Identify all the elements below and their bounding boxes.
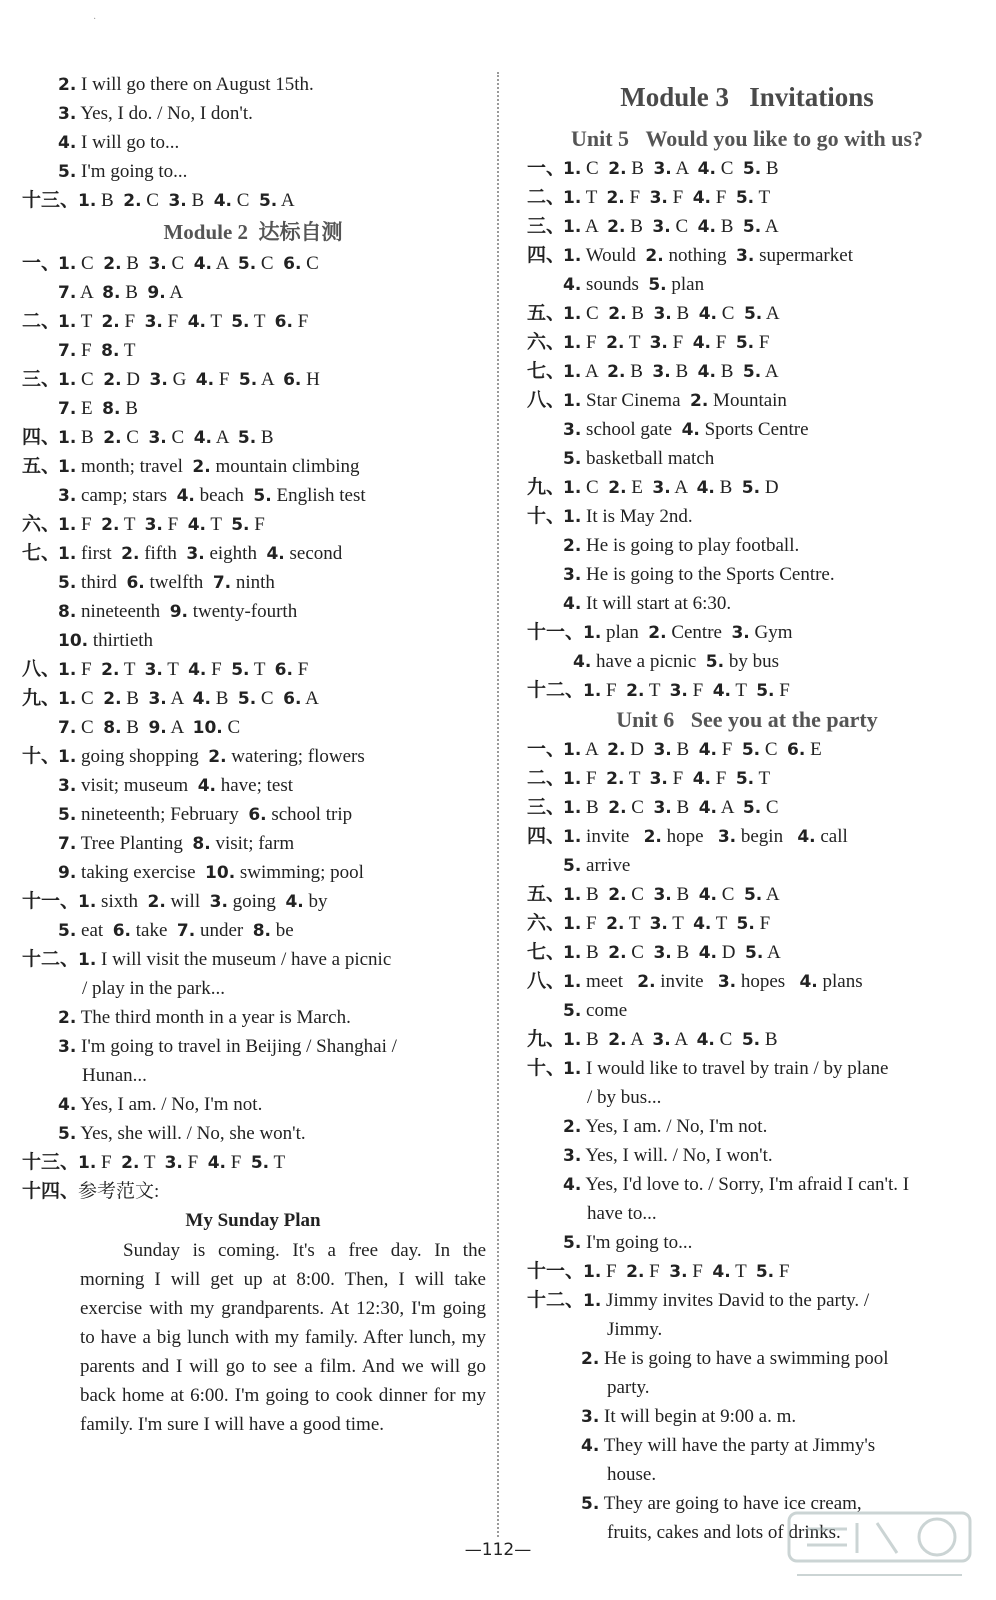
section-number: 五、 xyxy=(22,455,61,477)
answer-text: 4. Yes, I'd love to. / Sorry, I'm afraid I can't. I xyxy=(563,1174,910,1195)
answer-text: house. xyxy=(607,1464,657,1485)
section-number: 九、 xyxy=(527,476,566,498)
answer-text: 1. B 2. C 3. B 4. C 5. A xyxy=(78,190,295,211)
answer-line xyxy=(527,1373,967,1402)
answer-text: 1. meet 2. invite 3. hopes 4. plans xyxy=(563,971,863,992)
section-number: 三、 xyxy=(527,796,566,818)
answer-text: 3. visit; museum 4. have; test xyxy=(58,775,294,796)
answer-text: 1. sixth 2. will 3. going 4. by xyxy=(78,891,328,912)
answer-text: 1. A 2. B 3. C 4. B 5. A xyxy=(563,216,779,237)
answer-line xyxy=(527,212,967,241)
section-number: 九、 xyxy=(22,687,61,709)
section-number: 八、 xyxy=(527,970,566,992)
answer-line xyxy=(22,336,484,365)
answer-line xyxy=(22,1003,484,1032)
section-number: 十、 xyxy=(527,1057,566,1079)
answer-text: 1. invite 2. hope 3. begin 4. call xyxy=(563,826,848,847)
section-number: 七、 xyxy=(527,941,566,963)
answer-line xyxy=(22,916,484,945)
answer-line xyxy=(527,1199,967,1228)
answer-text: 1. Would 2. nothing 3. supermarket xyxy=(563,245,853,266)
answer-line xyxy=(527,938,967,967)
answer-text: 1. F 2. T 3. F 4. T 5. F xyxy=(58,514,265,535)
section-number: 六、 xyxy=(527,331,566,353)
section-number: 九、 xyxy=(527,1028,566,1050)
answer-text: 4. I will go to... xyxy=(58,132,180,153)
answer-line xyxy=(22,713,484,742)
answer-text: 1. I would like to travel by train / by plane xyxy=(563,1058,889,1079)
answer-text: 5. nineteenth; February 6. school trip xyxy=(58,804,353,825)
answer-text: 1. C 2. B 3. A 4. B 5. C 6. A xyxy=(58,688,319,709)
answer-line xyxy=(22,249,484,278)
answer-line xyxy=(527,735,967,764)
answer-line xyxy=(527,560,967,589)
answer-line xyxy=(527,154,967,183)
section-number: 三、 xyxy=(22,368,61,390)
answer-line xyxy=(22,626,484,655)
watermark-logo-icon xyxy=(787,1509,972,1584)
answer-text: 2. Yes, I am. / No, I'm not. xyxy=(563,1116,768,1137)
answer-line xyxy=(22,128,484,157)
section-number: 七、 xyxy=(22,542,61,564)
answer-text: 1. C 2. E 3. A 4. B 5. D xyxy=(563,477,779,498)
section-number: 七、 xyxy=(527,360,566,382)
answer-line xyxy=(527,764,967,793)
answer-text: 2. I will go there on August 15th. xyxy=(58,74,314,95)
answer-line xyxy=(527,1025,967,1054)
answer-text: 1. B 2. C 3. B 4. D 5. A xyxy=(563,942,781,963)
answer-line xyxy=(22,1061,484,1090)
section-number: 十、 xyxy=(527,505,566,527)
answer-line xyxy=(22,945,484,974)
section-number: 二、 xyxy=(22,310,61,332)
answer-text: 参考范文: xyxy=(78,1181,160,1202)
section-number: 八、 xyxy=(527,389,566,411)
answer-text: 8. nineteenth 9. twenty-fourth xyxy=(58,601,298,622)
answer-text: 5. arrive xyxy=(563,855,631,876)
answer-line xyxy=(527,328,967,357)
answer-text: 5. come xyxy=(563,1000,628,1021)
answer-line xyxy=(527,1315,967,1344)
answer-text: Jimmy. xyxy=(607,1319,663,1340)
answer-text: 3. It will begin at 9:00 a. m. xyxy=(581,1406,797,1427)
answer-text: / play in the park... xyxy=(82,978,225,999)
answer-line xyxy=(22,974,484,1003)
answer-text: / by bus... xyxy=(587,1087,662,1108)
section-number: 四、 xyxy=(527,244,566,266)
answer-text: 3. camp; stars 4. beach 5. English test xyxy=(58,485,366,506)
answer-line xyxy=(22,887,484,916)
section-number: 六、 xyxy=(527,912,566,934)
answer-line xyxy=(527,1257,967,1286)
answer-line xyxy=(527,647,967,676)
answer-line xyxy=(22,278,484,307)
answer-line xyxy=(527,386,967,415)
answer-text: 1. B 2. C 3. B 4. A 5. C xyxy=(563,797,779,818)
answer-line xyxy=(22,771,484,800)
answer-line xyxy=(527,1141,967,1170)
answer-line xyxy=(527,1170,967,1199)
answer-text: 5. Yes, she will. / No, she won't. xyxy=(58,1123,306,1144)
essay-title: My Sunday Plan xyxy=(185,1210,321,1231)
answer-line xyxy=(527,967,967,996)
answer-text: 1. B 2. C 3. C 4. A 5. B xyxy=(58,427,274,448)
answer-line xyxy=(527,1344,967,1373)
answer-text: 3. school gate 4. Sports Centre xyxy=(563,419,809,440)
answer-line xyxy=(22,365,484,394)
right-column xyxy=(527,70,967,1547)
answer-text: 1. B 2. C 3. B 4. C 5. A xyxy=(563,884,780,905)
answer-line xyxy=(22,1177,484,1206)
section-number: 十二、 xyxy=(527,1289,585,1311)
answer-text: 1. F 2. T 3. F 4. T 5. F xyxy=(583,680,790,701)
answer-line xyxy=(527,618,967,647)
answer-line xyxy=(22,481,484,510)
answer-text: 1. I will visit the museum / have a picnic xyxy=(78,949,392,970)
answer-line xyxy=(527,270,967,299)
answer-line xyxy=(22,597,484,626)
section-number: 十三、 xyxy=(22,1151,80,1173)
answer-text: 2. He is going to play football. xyxy=(563,535,800,556)
answer-line xyxy=(22,423,484,452)
answer-text: 1. T 2. F 3. F 4. F 5. T xyxy=(563,187,771,208)
answer-text: 1. Star Cinema 2. Mountain xyxy=(563,390,787,411)
answer-text: 4. It will start at 6:30. xyxy=(563,593,732,614)
answer-line xyxy=(527,793,967,822)
answer-text: 5. I'm going to... xyxy=(563,1232,693,1253)
answer-line xyxy=(22,568,484,597)
section-number: 八、 xyxy=(22,658,61,680)
answer-line xyxy=(527,1402,967,1431)
answer-text: 7. E 8. B xyxy=(58,398,138,419)
section-number: 四、 xyxy=(22,426,61,448)
answer-line xyxy=(527,183,967,212)
answer-line xyxy=(22,858,484,887)
answer-line xyxy=(527,851,967,880)
answer-text: 1. F 2. T 3. F 4. F 5. F xyxy=(563,332,770,353)
answer-text: party. xyxy=(607,1377,650,1398)
section-number: 二、 xyxy=(527,767,566,789)
section-number: 十、 xyxy=(22,745,61,767)
section-number: 十四、 xyxy=(22,1180,80,1202)
answer-line xyxy=(527,1460,967,1489)
answer-line xyxy=(527,1054,967,1083)
answer-line xyxy=(527,444,967,473)
answer-text: 4. sounds 5. plan xyxy=(563,274,705,295)
answer-text: 1. C 2. B 3. C 4. A 5. C 6. C xyxy=(58,253,319,274)
section-number: 十一、 xyxy=(22,890,80,912)
answer-text: 1. A 2. D 3. B 4. F 5. C 6. E xyxy=(563,739,822,760)
answer-line xyxy=(22,1119,484,1148)
answer-text: 5. I'm going to... xyxy=(58,161,188,182)
answer-text: fruits, cakes and lots of drinks. xyxy=(607,1522,841,1543)
answer-text: 5. They are going to have ice cream, xyxy=(581,1493,862,1514)
answer-text: 1. B 2. A 3. A 4. C 5. B xyxy=(563,1029,778,1050)
answer-line xyxy=(527,415,967,444)
answer-line xyxy=(527,909,967,938)
answer-text: 5. eat 6. take 7. under 8. be xyxy=(58,920,294,941)
answer-line xyxy=(527,822,967,851)
answer-text: 1. F 2. T 3. T 4. F 5. T 6. F xyxy=(58,659,309,680)
answer-text: 10. thirtieth xyxy=(58,630,154,651)
answer-line xyxy=(22,684,484,713)
answer-line xyxy=(22,655,484,684)
section-number: 五、 xyxy=(527,302,566,324)
section-number: 五、 xyxy=(527,883,566,905)
answer-line xyxy=(527,502,967,531)
answer-text: 4. They will have the party at Jimmy's xyxy=(581,1435,876,1456)
answer-line xyxy=(527,1228,967,1257)
answer-text: 4. Yes, I am. / No, I'm not. xyxy=(58,1094,263,1115)
answer-line xyxy=(22,539,484,568)
answer-text: 1. C 2. B 3. B 4. C 5. A xyxy=(563,303,780,324)
answer-text: 2. The third month in a year is March. xyxy=(58,1007,351,1028)
answer-line xyxy=(527,531,967,560)
answer-line xyxy=(22,452,484,481)
answer-line xyxy=(527,880,967,909)
answer-text: 1. first 2. fifth 3. eighth 4. second xyxy=(58,543,343,564)
section-number: 十三、 xyxy=(22,189,80,211)
answer-text: 1. T 2. F 3. F 4. T 5. T 6. F xyxy=(58,311,309,332)
answer-line xyxy=(527,1431,967,1460)
answer-text: 7. F 8. T xyxy=(58,340,136,361)
answer-line xyxy=(527,676,967,705)
answer-line xyxy=(22,510,484,539)
answer-text: 7. C 8. B 9. A 10. C xyxy=(58,717,241,738)
answer-line xyxy=(527,996,967,1025)
answer-line xyxy=(22,1032,484,1061)
answer-line xyxy=(527,1286,967,1315)
answer-line xyxy=(22,742,484,771)
answer-line xyxy=(22,70,484,99)
page-corner-mark: · xyxy=(93,14,97,25)
section-number: 十二、 xyxy=(22,948,80,970)
answer-line xyxy=(527,473,967,502)
page-footer: —112— xyxy=(464,1540,532,1560)
answer-text: 7. A 8. B 9. A xyxy=(58,282,184,303)
answer-text: 1. F 2. F 3. F 4. T 5. F xyxy=(583,1261,790,1282)
answer-text: Hunan... xyxy=(82,1065,147,1086)
answer-text: 4. have a picnic 5. by bus xyxy=(573,651,779,672)
answer-line xyxy=(22,307,484,336)
answer-text: 1. C 2. D 3. G 4. F 5. A 6. H xyxy=(58,369,320,390)
section-number: 二、 xyxy=(527,186,566,208)
answer-line xyxy=(22,800,484,829)
answer-line xyxy=(22,1148,484,1177)
left-column xyxy=(22,70,484,1439)
answer-text: 5. basketball match xyxy=(563,448,715,469)
answer-text: 1. It is May 2nd. xyxy=(563,506,693,527)
answer-text: 1. month; travel 2. mountain climbing xyxy=(58,456,360,477)
answer-line xyxy=(527,1112,967,1141)
answer-line xyxy=(527,299,967,328)
section-number: 一、 xyxy=(527,157,566,179)
answer-text: have to... xyxy=(587,1203,657,1224)
answer-text: 3. I'm going to travel in Beijing / Shanghai / xyxy=(58,1036,397,1057)
answer-text: 2. He is going to have a swimming pool xyxy=(581,1348,889,1369)
section-number: 三、 xyxy=(527,215,566,237)
section-number: 六、 xyxy=(22,513,61,535)
section-number: 四、 xyxy=(527,825,566,847)
unit-title: Unit 6 See you at the party xyxy=(616,707,878,732)
answer-text: 1. A 2. B 3. B 4. B 5. A xyxy=(563,361,779,382)
essay-body: Sunday is coming. It's a free day. In the morning I will get up at 8:00. Then, I will take exercise with my grandparents. At 12:30, I'm going to have a big lunch with my family. After lunch, my parents and I will go to see a film. And we will go back home at 6:00. I'm going to cook dinner for my family. I'm sure I will have a good time. xyxy=(80,1240,486,1435)
answer-text: 5. third 6. twelfth 7. ninth xyxy=(58,572,275,593)
section-number: 十一、 xyxy=(527,1260,585,1282)
module-heading: Module 2 达标自测 xyxy=(163,220,343,244)
answer-text: 1. F 2. T 3. F 4. F 5. T xyxy=(563,768,771,789)
answer-line xyxy=(527,1083,967,1112)
answer-text: 1. plan 2. Centre 3. Gym xyxy=(583,622,793,643)
column-divider xyxy=(497,72,499,1537)
answer-text: 3. He is going to the Sports Centre. xyxy=(563,564,835,585)
answer-line xyxy=(22,157,484,186)
answer-text: 1. F 2. T 3. T 4. T 5. F xyxy=(563,913,771,934)
answer-text: 1. going shopping 2. watering; flowers xyxy=(58,746,365,767)
answer-text: 1. C 2. B 3. A 4. C 5. B xyxy=(563,158,779,179)
section-number: 一、 xyxy=(527,738,566,760)
answer-line xyxy=(22,829,484,858)
answer-text: 1. F 2. T 3. F 4. F 5. T xyxy=(78,1152,286,1173)
section-number: 十一、 xyxy=(527,621,585,643)
page-number: 112 xyxy=(481,1540,515,1560)
answer-line xyxy=(527,589,967,618)
answer-text: 3. Yes, I do. / No, I don't. xyxy=(58,103,253,124)
answer-line xyxy=(22,1090,484,1119)
answer-text: 1. Jimmy invites David to the party. / xyxy=(583,1290,870,1311)
answer-text: 7. Tree Planting 8. visit; farm xyxy=(58,833,295,854)
section-number: 一、 xyxy=(22,252,61,274)
answer-line xyxy=(527,357,967,386)
answer-line xyxy=(22,99,484,128)
section-number: 十二、 xyxy=(527,679,585,701)
unit-title: Unit 5 Would you like to go with us? xyxy=(570,126,924,151)
answer-text: 9. taking exercise 10. swimming; pool xyxy=(58,862,364,883)
module-title: Module 3 Invitations xyxy=(620,82,874,112)
answer-line xyxy=(527,241,967,270)
answer-line xyxy=(22,394,484,423)
answer-text: 3. Yes, I will. / No, I won't. xyxy=(563,1145,773,1166)
answer-line xyxy=(22,186,484,215)
